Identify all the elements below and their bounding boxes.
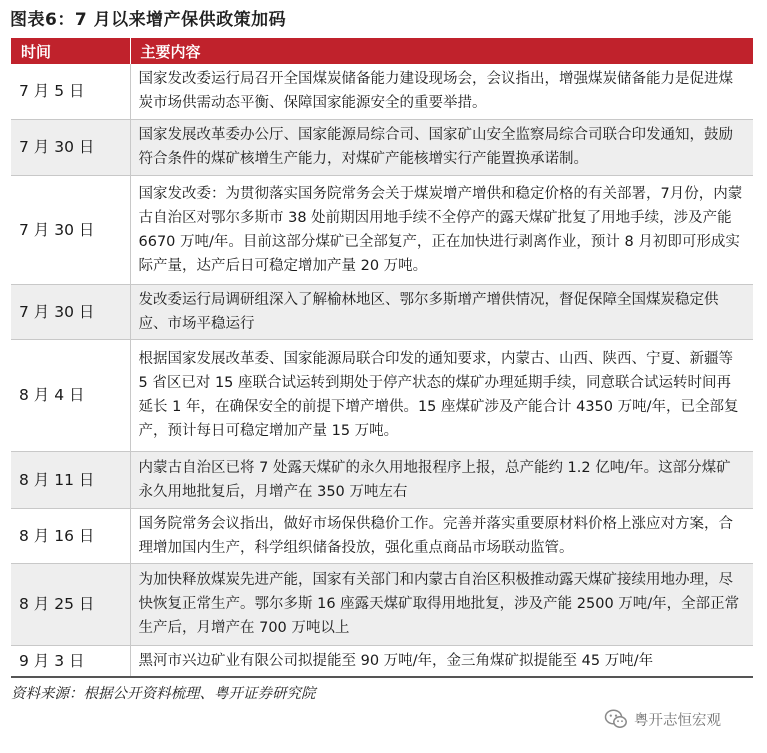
table-row [11, 451, 753, 508]
row-content: 为加快释放煤炭先进产能，国家有关部门和内蒙古自治区积极推动露天煤矿接续用地办理，尽快恢复正常生产。鄂尔多斯 16 座露天煤矿取得用地批复，涉及产能 2500 万吨/年，全部正常生产后，月增产在 700 万吨以上 [130, 563, 753, 645]
row-content: 国家发改委运行局召开全国煤炭储备能力建设现场会，会议指出，增强煤炭储备能力是促进煤炭市场供需动态平衡、保障国家能源安全的重要举措。 [130, 64, 753, 119]
table-row [11, 508, 753, 563]
row-date: 7 月 30 日 [11, 119, 130, 175]
row-date: 8 月 16 日 [11, 508, 130, 563]
figure-title: 图表6：7 月以来增产保供政策加码 [10, 10, 287, 30]
row-date: 7 月 30 日 [11, 284, 130, 339]
row-content: 国务院常务会议指出，做好市场保供稳价工作。完善并落实重要原材料价格上涨应对方案，合理增加国内生产，科学组织储备投放，强化重点商品市场联动监管。 [130, 508, 753, 563]
row-content: 国家发展改革委办公厅、国家能源局综合司、国家矿山安全监察局综合司联合印发通知，鼓励符合条件的煤矿核增生产能力，对煤矿产能核增实行产能置换承诺制。 [130, 119, 753, 175]
row-date: 7 月 30 日 [11, 175, 130, 284]
source-note: 资料来源：根据公开资料梳理、粤开证券研究院 [11, 686, 316, 702]
row-date: 7 月 5 日 [11, 64, 130, 119]
table-row [11, 119, 753, 175]
row-date: 8 月 4 日 [11, 339, 130, 451]
table-row [11, 175, 753, 284]
row-content: 黑河市兴边矿业有限公司拟提能至 90 万吨/年，金三角煤矿拟提能至 45 万吨/年 [130, 645, 753, 677]
row-content: 根据国家发展改革委、国家能源局联合印发的通知要求，内蒙古、山西、陕西、宁夏、新疆等 5 省区已对 15 座联合试运转到期处于停产状态的煤矿办理延期手续，同意联合试运转时间再延长 1 年，在确保安全的前提下增产增供。15 座煤矿涉及产能合计 4350 万吨/年，已全部复产，预计每日可稳定增加产量 15 万吨。 [130, 339, 753, 451]
table-row [11, 563, 753, 645]
table-row [11, 339, 753, 451]
table-row [11, 284, 753, 339]
row-date: 9 月 3 日 [11, 645, 130, 677]
row-content: 国家发改委：为贯彻落实国务院常务会关于煤炭增产增供和稳定价格的有关部署，7月份，内蒙古自治区对鄂尔多斯市 38 处前期因用地手续不全停产的露天煤矿批复了用地手续，涉及产能 6670 万吨/年。目前这部分煤矿已全部复产，正在加快进行剥离作业，预计 8 月初即可形成实际产量，达产后日可稳定增加产量 20 万吨。 [130, 175, 753, 284]
wechat-icon [604, 708, 628, 730]
table-row [11, 64, 753, 119]
row-date: 8 月 25 日 [11, 563, 130, 645]
policy-table [11, 38, 753, 678]
column-header-content: 主要内容 [130, 38, 753, 64]
wechat-watermark [604, 706, 721, 732]
row-date: 8 月 11 日 [11, 451, 130, 508]
row-content: 发改委运行局调研组深入了解榆林地区、鄂尔多斯增产增供情况，督促保障全国煤炭稳定供应、市场平稳运行 [130, 284, 753, 339]
wechat-account-name: 粤开志恒宏观 [634, 712, 721, 729]
column-header-date: 时间 [11, 38, 130, 64]
row-content: 内蒙古自治区已将 7 处露天煤矿的永久用地报程序上报，总产能约 1.2 亿吨/年。这部分煤矿永久用地批复后，月增产在 350 万吨左右 [130, 451, 753, 508]
table-row [11, 645, 753, 677]
table-header-row [11, 38, 753, 64]
